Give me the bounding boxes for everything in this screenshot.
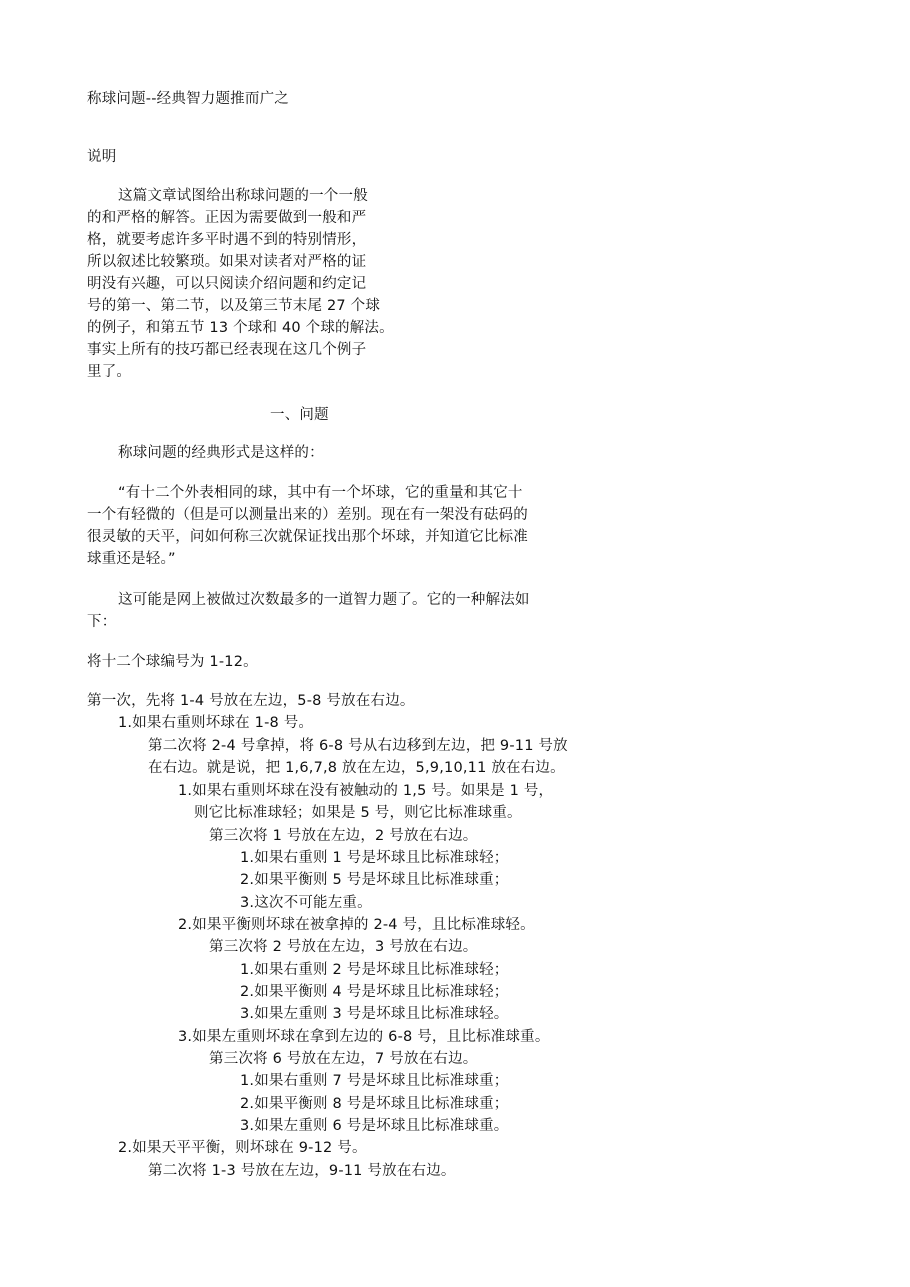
step-line: 2.如果平衡则坏球在被拿掉的 2-4 号，且比标准球轻。 [178, 917, 535, 933]
step-line: 则它比标准球轻；如果是 5 号，则它比标准球重。 [194, 805, 522, 821]
intro-line: 的例子，和第五节 13 个球和 40 个球的解法。 [87, 320, 394, 336]
intro-line: 所以叙述比较繁琐。如果对读者对严格的证 [87, 254, 367, 270]
step-line: 3.这次不可能左重。 [240, 895, 372, 911]
step-line: 1.如果右重则坏球在没有被触动的 1,5 号。如果是 1 号， [178, 783, 554, 799]
intro-line: 格，就要考虑许多平时遇不到的特别情形， [87, 232, 367, 248]
numbering-line: 将十二个球编号为 1-12。 [87, 654, 258, 670]
quote-line: 很灵敏的天平，问如何称三次就保证找出那个坏球，并知道它比标准 [87, 529, 528, 545]
step-line: 2.如果平衡则 8 号是坏球且比标准球重； [240, 1096, 509, 1112]
step-line: 3.如果左重则 6 号是坏球且比标准球重。 [240, 1118, 509, 1134]
document-title: 称球问题--经典智力题推而广之 [87, 91, 289, 107]
solution-intro-line: 这可能是网上被做过次数最多的一道智力题了。它的一种解法如 [118, 592, 530, 608]
solution-intro-line: 下： [87, 614, 117, 630]
step-line: 第三次将 1 号放在左边，2 号放在右边。 [209, 828, 478, 844]
chapter-heading: 一、问题 [270, 407, 329, 423]
quote-line: 球重还是轻。” [87, 551, 176, 567]
step-line: 1.如果右重则 2 号是坏球且比标准球轻； [240, 962, 509, 978]
step-line: 在右边。就是说，把 1,6,7,8 放在左边，5,9,10,11 放在右边。 [148, 760, 565, 776]
intro-line: 号的第一、第二节，以及第三节末尾 27 个球 [87, 298, 381, 314]
step-line: 1.如果右重则坏球在 1-8 号。 [118, 715, 314, 731]
step-line: 2.如果天平平衡，则坏球在 9-12 号。 [118, 1140, 367, 1156]
step-line: 第二次将 2-4 号拿掉，将 6-8 号从右边移到左边，把 9-11 号放 [148, 738, 568, 754]
step-line: 第二次将 1-3 号放在左边，9-11 号放在右边。 [148, 1163, 456, 1179]
intro-line: 明没有兴趣，可以只阅读介绍问题和约定记 [87, 276, 367, 292]
step-line: 1.如果右重则 1 号是坏球且比标准球轻； [240, 850, 509, 866]
intro-line: 里了。 [87, 364, 132, 380]
step-line: 2.如果平衡则 5 号是坏球且比标准球重； [240, 872, 509, 888]
intro-line: 的和严格的解答。正因为需要做到一般和严 [87, 210, 367, 226]
step-line: 3.如果左重则坏球在拿到左边的 6-8 号，且比标准球重。 [178, 1029, 550, 1045]
quote-line: “有十二个外表相同的球，其中有一个坏球，它的重量和其它十 [118, 485, 523, 501]
step-line: 第三次将 2 号放在左边，3 号放在右边。 [209, 939, 478, 955]
step-line: 3.如果左重则 3 号是坏球且比标准球轻。 [240, 1006, 509, 1022]
classic-intro: 称球问题的经典形式是这样的： [118, 445, 324, 461]
quote-line: 一个有轻微的（但是可以测量出来的）差别。现在有一架没有砝码的 [87, 507, 528, 523]
intro-line: 这篇文章试图给出称球问题的一个一般 [118, 188, 368, 204]
intro-line: 事实上所有的技巧都已经表现在这几个例子 [87, 342, 367, 358]
step-line: 第三次将 6 号放在左边，7 号放在右边。 [209, 1051, 478, 1067]
step-line: 第一次，先将 1-4 号放在左边，5-8 号放在右边。 [87, 693, 415, 709]
step-line: 2.如果平衡则 4 号是坏球且比标准球轻； [240, 984, 509, 1000]
section-label: 说明 [87, 149, 117, 165]
step-line: 1.如果右重则 7 号是坏球且比标准球重； [240, 1073, 509, 1089]
